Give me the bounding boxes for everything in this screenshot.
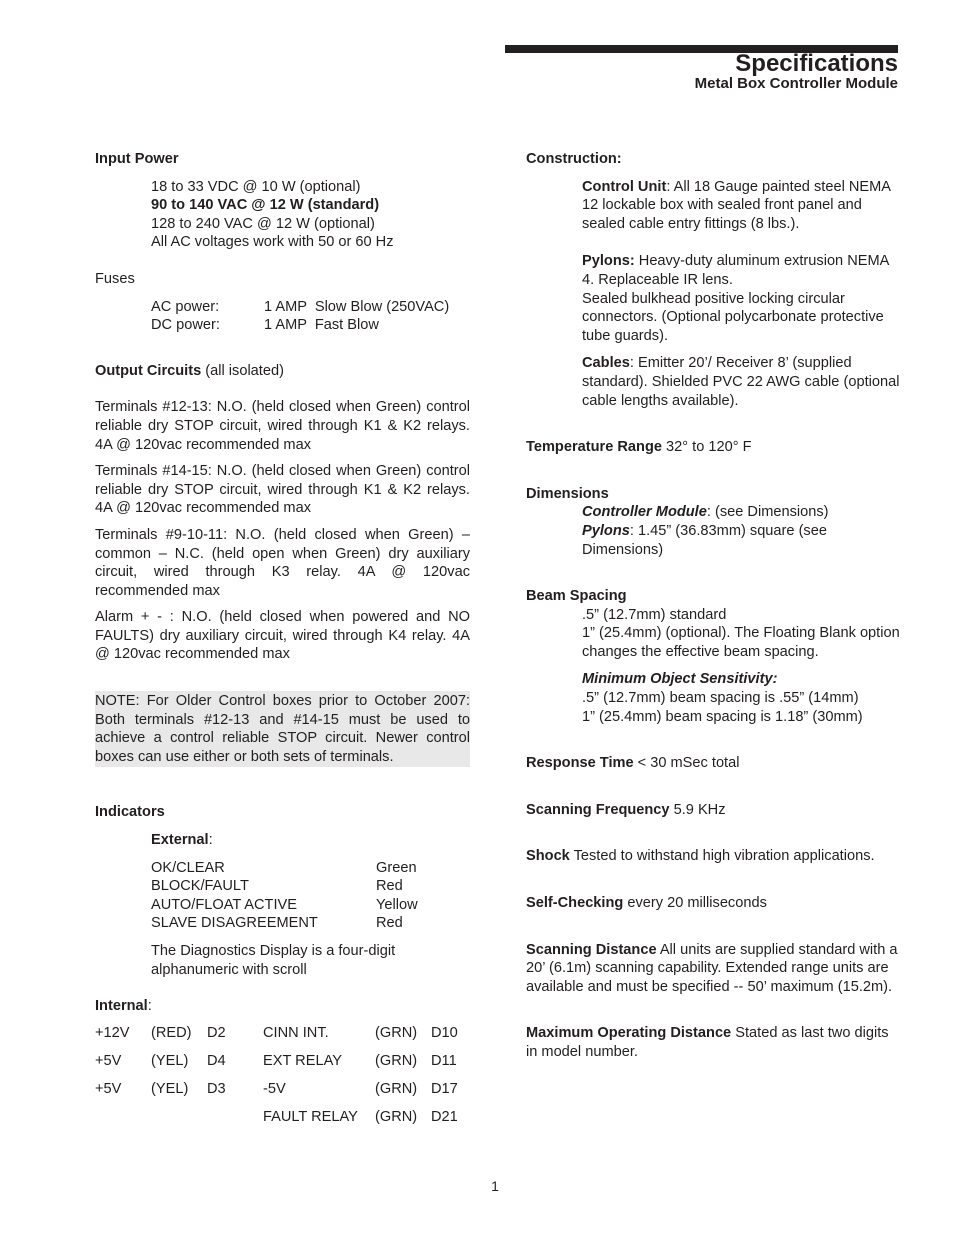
pylons-dim-line xyxy=(582,522,902,559)
self-checking-label: Self-Checking xyxy=(526,895,624,912)
indicators-section xyxy=(95,803,470,1135)
input-power-list xyxy=(151,178,470,252)
construction-section xyxy=(526,150,902,410)
cables-para xyxy=(582,354,902,410)
control-unit-text: : All 18 Gauge painted steel NEMA 12 lockable box with sealed front panel and sealed cable entry fittings (8 lbs.). xyxy=(582,178,891,232)
beam-line: .5” (12.7mm) standard xyxy=(582,606,727,623)
max-distance-label: Maximum Operating Distance xyxy=(526,1025,732,1042)
mos-label: Minimum Object Sensitivity: xyxy=(582,671,778,688)
fuse-row xyxy=(151,316,470,335)
pylons-para xyxy=(582,252,902,289)
fuses-list xyxy=(151,298,470,335)
scanning-frequency-text: 5.9 KHz xyxy=(669,801,726,818)
internal-cell: +5V xyxy=(95,1052,122,1069)
fuse-value: 1 AMP Fast Blow xyxy=(264,317,379,334)
input-power-line: 128 to 240 VAC @ 12 W (optional) xyxy=(151,215,375,232)
internal-row xyxy=(95,1052,470,1080)
internal-cell: EXT RELAY xyxy=(263,1052,342,1069)
internal-cell: +12V xyxy=(95,1024,130,1041)
indicator-name: OK/CLEAR xyxy=(151,859,225,876)
external-row xyxy=(151,877,470,896)
output-circuits-suffix: (all isolated) xyxy=(201,362,284,379)
external-label-line: External: xyxy=(151,832,213,849)
external-row xyxy=(151,896,470,915)
beam-spacing-section xyxy=(526,587,902,726)
control-unit-para xyxy=(582,178,902,234)
external-block xyxy=(151,831,470,979)
page-title: Specifications xyxy=(735,50,898,77)
scanning-frequency-section xyxy=(526,801,902,820)
max-distance-section xyxy=(526,1024,902,1061)
shock-text: Tested to withstand high vibration applications. xyxy=(569,848,875,865)
external-list xyxy=(151,859,470,933)
note-box: NOTE: For Older Control boxes prior to October 2007: Both terminals #12-13 and #14-15 must be used to achieve a control reliable STOP circuit. Newer control boxes can use either or both sets of terminals. xyxy=(95,691,470,767)
controller-dim-line xyxy=(582,503,902,522)
scanning-distance-label: Scanning Distance xyxy=(526,941,657,958)
output-circuits-heading: Output Circuits xyxy=(95,362,202,379)
left-column xyxy=(95,150,470,1136)
response-section xyxy=(526,754,902,773)
indicator-name: SLAVE DISAGREEMENT xyxy=(151,915,318,932)
fuse-row xyxy=(151,298,470,317)
indicator-name: BLOCK/FAULT xyxy=(151,878,249,895)
scanning-distance-section xyxy=(526,941,902,997)
scanning-frequency-label: Scanning Frequency xyxy=(526,801,670,818)
fuses-heading: Fuses xyxy=(95,270,135,287)
construction-body xyxy=(582,178,902,411)
internal-cell xyxy=(95,1108,151,1136)
internal-cell: D21 xyxy=(431,1108,458,1125)
max-distance-text: Stated as last two digits in model number. xyxy=(526,1025,889,1060)
temperature-text: 32° to 120° F xyxy=(661,439,752,456)
input-power-line: 18 to 33 VDC @ 10 W (optional) xyxy=(151,178,361,195)
mos-line: .5” (12.7mm) beam spacing is .55” (14mm) xyxy=(582,690,859,707)
output-circuits-section xyxy=(95,362,470,664)
indicator-color: Red xyxy=(376,878,403,895)
internal-row xyxy=(95,1080,470,1108)
mos-line: 1” (25.4mm) beam spacing is 1.18” (30mm) xyxy=(582,708,863,725)
internal-row xyxy=(95,1024,470,1052)
fuse-label: AC power: xyxy=(151,298,220,315)
cables-label: Cables xyxy=(582,355,630,372)
shock-label: Shock xyxy=(526,848,570,865)
page-number: 1 xyxy=(491,1178,499,1194)
output-para: Alarm + - : N.O. (held closed when powered and NO FAULTS) dry auxiliary circuit, wired through K4 relay. 4A @ 120vac recommended max xyxy=(95,609,470,663)
internal-cell: (RED) xyxy=(151,1024,192,1041)
internal-cell: D3 xyxy=(207,1080,226,1097)
external-label: External xyxy=(151,832,209,849)
internal-cell: (GRN) xyxy=(375,1024,418,1041)
controller-dim-text: : (see Dimensions) xyxy=(706,504,829,521)
input-power-section xyxy=(95,150,470,252)
diagnostics-text: The Diagnostics Display is a four-digit alphanumeric with scroll xyxy=(151,943,396,978)
output-para: Terminals #9-10-11: N.O. (held closed when Green) – common – N.C. (held open when Green) dry auxiliary circuit, wired through K3 relay. 4A @ 120vac recommended max xyxy=(95,526,470,599)
control-unit-label: Control Unit xyxy=(582,178,667,195)
internal-cell xyxy=(207,1108,263,1136)
internal-cell: (YEL) xyxy=(151,1052,189,1069)
internal-cell: (GRN) xyxy=(375,1080,418,1097)
pylons-para-2: Sealed bulkhead positive locking circular connectors. (Optional polycarbonate protective tube guards). xyxy=(582,290,884,344)
dimensions-heading: Dimensions xyxy=(526,485,609,502)
controller-dim-label: Controller Module xyxy=(582,504,707,521)
internal-cell: D17 xyxy=(431,1080,458,1097)
fuse-value: 1 AMP Slow Blow (250VAC) xyxy=(264,298,450,315)
indicator-color: Red xyxy=(376,915,403,932)
internal-cell xyxy=(151,1108,207,1136)
internal-label-line: Internal: xyxy=(95,998,152,1015)
scanning-distance-text: All units are supplied standard with a 20’ (6.1m) scanning capability. Extended range units are available and must be specified -- 50’ maximum (15.2m). xyxy=(526,941,898,995)
fuse-label: DC power: xyxy=(151,317,220,334)
dimensions-body xyxy=(582,503,902,559)
indicator-name: AUTO/FLOAT ACTIVE xyxy=(151,896,297,913)
internal-cell: CINN INT. xyxy=(263,1024,329,1041)
indicators-heading: Indicators xyxy=(95,804,165,821)
internal-cell: D11 xyxy=(431,1052,457,1069)
input-power-heading: Input Power xyxy=(95,151,179,167)
internal-cell: D4 xyxy=(207,1052,226,1069)
construction-heading: Construction: xyxy=(526,151,622,167)
internal-label: Internal xyxy=(95,998,148,1015)
pylons-dim-text: : 1.45” (36.83mm) square (see Dimensions) xyxy=(582,522,827,558)
output-circuits-heading-line xyxy=(95,362,470,381)
fuses-section xyxy=(95,270,470,335)
indicator-color: Green xyxy=(376,859,417,876)
input-power-line: 90 to 140 VAC @ 12 W (standard) xyxy=(151,197,380,214)
beam-spacing-body xyxy=(582,606,902,727)
internal-cell: (GRN) xyxy=(375,1108,418,1125)
internal-cell: -5V xyxy=(263,1080,286,1097)
right-column xyxy=(526,150,902,1062)
shock-section xyxy=(526,847,902,866)
pylons-dim-label: Pylons xyxy=(582,522,630,539)
self-checking-text: every 20 milliseconds xyxy=(623,895,767,912)
indicator-color: Yellow xyxy=(376,896,418,913)
dimensions-section xyxy=(526,485,902,559)
pylons-text: Heavy-duty aluminum extrusion NEMA 4. Replaceable IR lens. xyxy=(582,253,889,288)
beam-spacing-heading: Beam Spacing xyxy=(526,588,627,605)
internal-cell: (YEL) xyxy=(151,1080,189,1097)
internal-cell: D10 xyxy=(431,1024,458,1041)
pylons-label: Pylons: xyxy=(582,253,635,270)
cables-text: : Emitter 20’/ Receiver 8’ (supplied standard). Shielded PVC 22 AWG cable (optional cable lengths available). xyxy=(582,355,900,409)
external-row xyxy=(151,859,470,878)
temperature-section xyxy=(526,438,902,457)
self-checking-section xyxy=(526,894,902,913)
internal-cell: FAULT RELAY xyxy=(263,1108,358,1125)
output-para: Terminals #12-13: N.O. (held closed when Green) control reliable dry STOP circuit, wired through K1 & K2 relays. 4A @ 120vac recommended max xyxy=(95,399,470,453)
internal-row xyxy=(95,1108,470,1136)
input-power-line: All AC voltages work with 50 or 60 Hz xyxy=(151,234,394,251)
internal-cell: (GRN) xyxy=(375,1052,418,1069)
temperature-label: Temperature Range xyxy=(526,439,662,456)
response-text: < 30 mSec total xyxy=(633,755,740,772)
internal-table xyxy=(95,1024,470,1136)
beam-line: 1” (25.4mm) (optional). The Floating Blank option changes the effective beam spacing. xyxy=(582,625,900,660)
external-row xyxy=(151,914,470,933)
internal-cell: +5V xyxy=(95,1080,122,1097)
output-para: Terminals #14-15: N.O. (held closed when Green) control reliable dry STOP circuit, wired through K1 & K2 relays. 4A @ 120vac recommended max xyxy=(95,463,470,517)
internal-cell: D2 xyxy=(207,1024,226,1041)
page-subtitle: Metal Box Controller Module xyxy=(694,75,898,92)
response-label: Response Time xyxy=(526,755,634,772)
